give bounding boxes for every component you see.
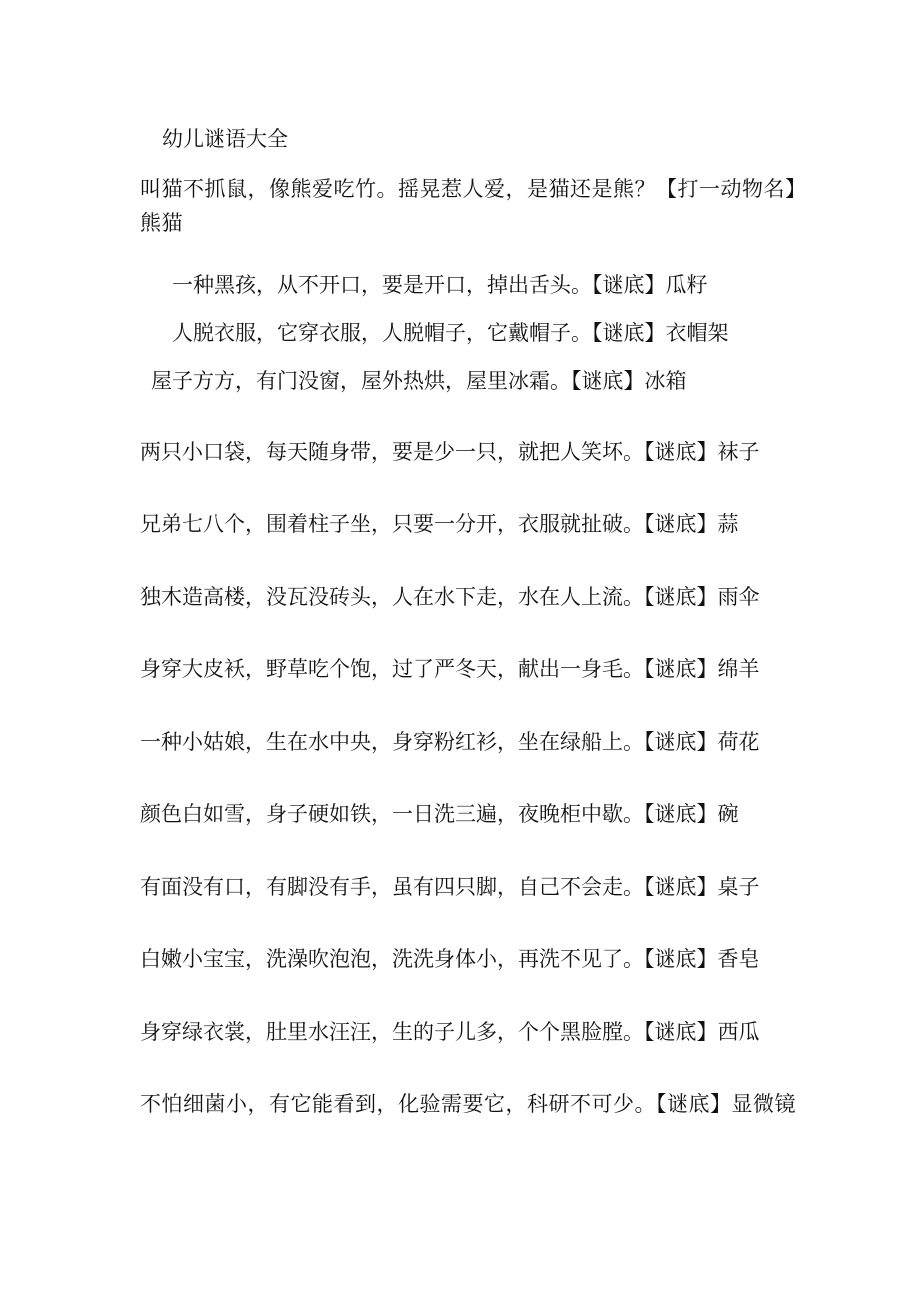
riddle-line: 屋子方方，有门没窗，屋外热烘，屋里冰霜。【谜底】冰箱 xyxy=(151,369,687,393)
riddle-line: 颜色白如雪，身子硬如铁，一日洗三遍，夜晚柜中歇。【谜底】碗 xyxy=(140,802,739,826)
riddle-line: 独木造高楼，没瓦没砖头，人在水下走，水在人上流。【谜底】雨伞 xyxy=(140,585,760,609)
riddle-line: 兄弟七八个，围着柱子坐，只要一分开，衣服就扯破。【谜底】蒜 xyxy=(140,512,739,536)
riddle-line: 两只小口袋，每天随身带，要是少一只，就把人笑坏。【谜底】袜子 xyxy=(140,440,760,464)
riddle-line: 白嫩小宝宝，洗澡吹泡泡，洗洗身体小，再洗不见了。【谜底】香皂 xyxy=(140,947,760,971)
riddle-line: 身穿大皮袄，野草吃个饱，过了严冬天，献出一身毛。【谜底】绵羊 xyxy=(140,657,760,681)
riddle-line: 一种黑孩，从不开口，要是开口，掉出舌头。【谜底】瓜籽 xyxy=(172,273,708,297)
document-title: 幼儿谜语大全 xyxy=(162,127,288,151)
riddle-line: 一种小姑娘，生在水中央，身穿粉红衫，坐在绿船上。【谜底】荷花 xyxy=(140,730,760,754)
riddle-line: 身穿绿衣裳，肚里水汪汪，生的子儿多，个个黑脸膛。【谜底】西瓜 xyxy=(140,1020,760,1044)
riddle-line: 人脱衣服，它穿衣服，人脱帽子，它戴帽子。【谜底】衣帽架 xyxy=(172,321,729,345)
riddle-line: 叫猫不抓鼠，像熊爱吃竹。摇晃惹人爱，是猫还是熊？【打一动物名】熊猫 xyxy=(140,177,796,235)
riddle-line: 有面没有口，有脚没有手，虽有四只脚，自己不会走。【谜底】桌子 xyxy=(140,875,760,899)
riddle-line: 不怕细菌小，有它能看到，化验需要它，科研不可少。【谜底】显微镜 xyxy=(140,1092,796,1116)
